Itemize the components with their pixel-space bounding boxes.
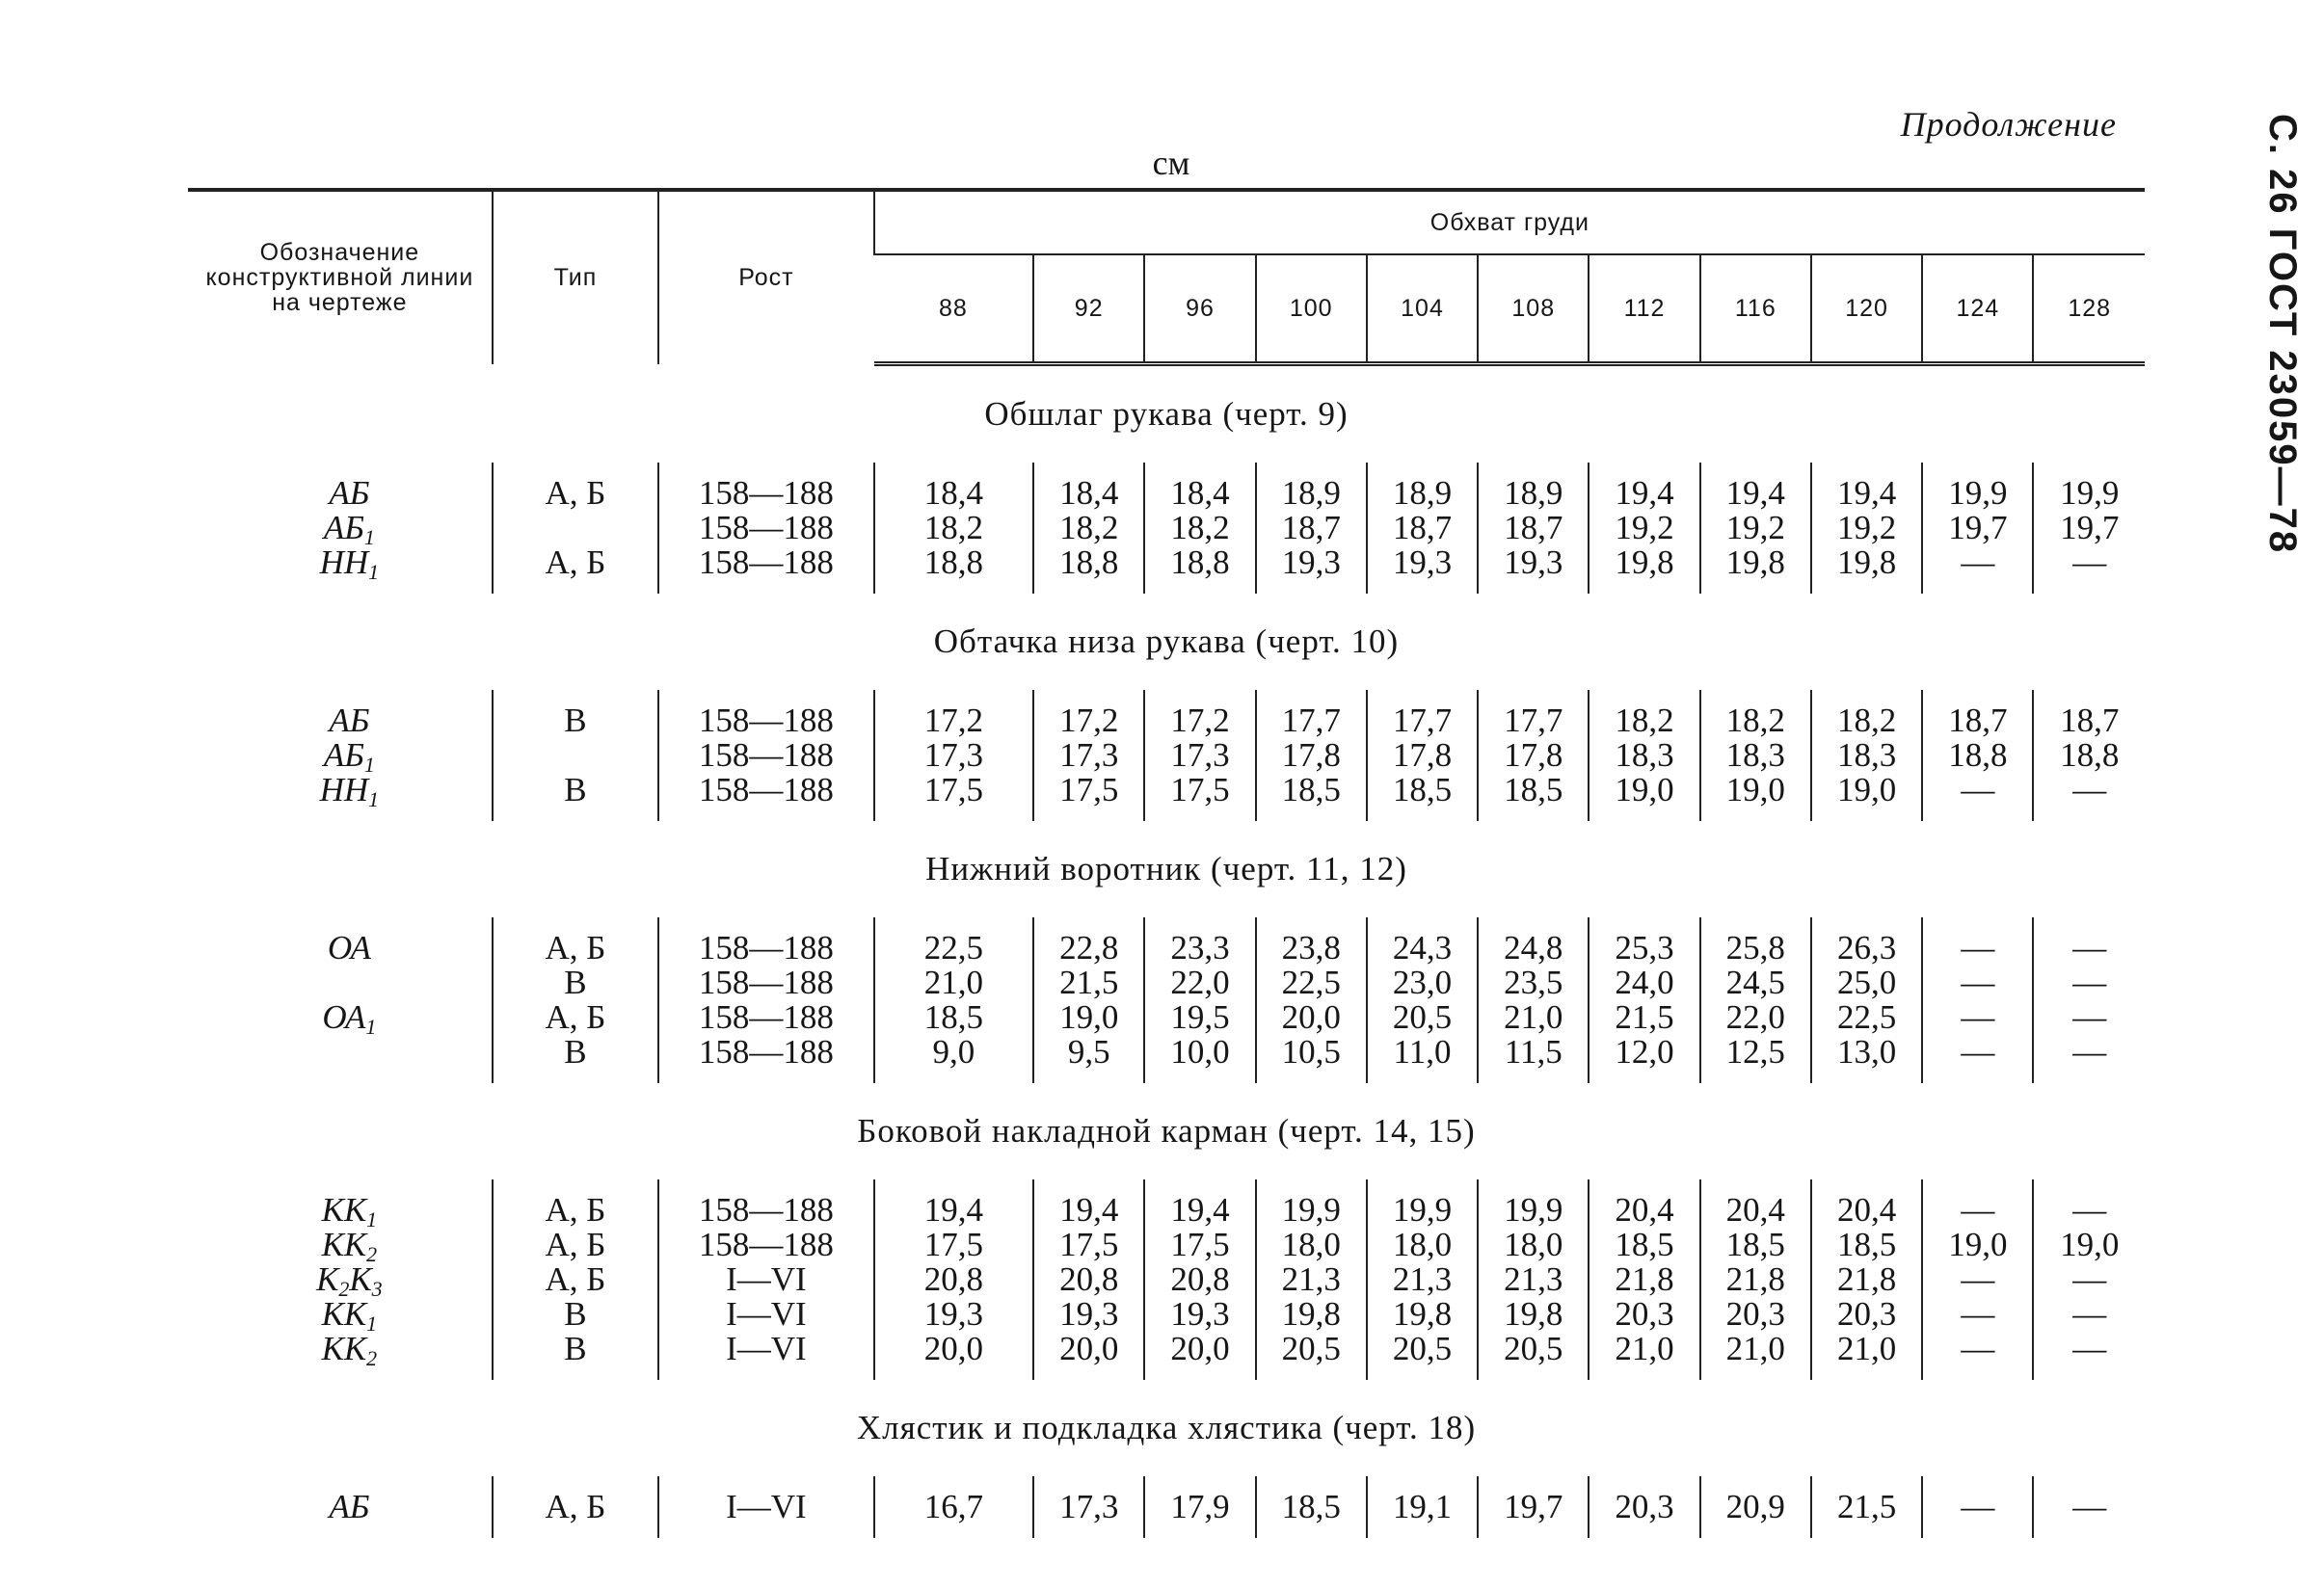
value-cell: 19,0 [1589,773,1699,821]
value-cell: 20,4 [1811,1179,1922,1228]
value-cell: 21,8 [1700,1262,1811,1297]
height-cell: 158—188 [658,1228,874,1262]
value-cell: — [1922,1262,2033,1297]
section-title: Обтачка низа рукава (черт. 10) [933,622,1400,660]
units-label: см [1152,144,1190,182]
height-cell: I—VI [658,1297,874,1332]
value-cell: 17,9 [1144,1476,1255,1538]
value-cell: 18,3 [1700,738,1811,773]
value-cell: 20,3 [1589,1476,1699,1538]
line-designation: АБ [329,1488,370,1525]
value-cell: 18,3 [1811,738,1922,773]
value-cell: 19,8 [1256,1297,1367,1332]
table-row [188,1476,2145,1538]
value-cell: 18,2 [1144,511,1255,545]
value-cell: 18,7 [1367,511,1478,545]
line-designation: $ОА_1$ [322,998,377,1039]
column-header-type: Тип [493,190,658,364]
line-designation: АБ [329,702,370,739]
type-cell: А, Б [493,545,658,594]
table-row [188,545,2145,594]
value-cell: 18,2 [1589,690,1699,738]
value-cell: 19,9 [1478,1179,1589,1228]
value-cell: 19,3 [1478,545,1589,594]
column-header-chest-size: 96 [1144,254,1255,364]
value-cell: 21,5 [1811,1476,1922,1538]
value-cell: 19,0 [1033,1000,1144,1035]
value-cell: 20,5 [1478,1332,1589,1380]
line-designation: $НН_1$ [319,543,380,584]
value-cell: 21,0 [1811,1332,1922,1380]
line-designation: $К_2К_3$ [316,1260,383,1301]
value-cell: 18,7 [1478,511,1589,545]
dimensions-table [188,188,2145,1538]
column-header-chest-size: 88 [874,254,1033,364]
value-cell: 20,8 [1144,1262,1255,1297]
value-cell: 18,0 [1367,1228,1478,1262]
value-cell: 18,9 [1256,463,1367,511]
height-cell: I—VI [658,1262,874,1297]
section-title-row [188,1083,2145,1179]
value-cell: 17,7 [1478,690,1589,738]
type-cell: А, Б [493,1179,658,1228]
line-designation: $АБ_1$ [323,509,375,549]
value-cell: 18,2 [1033,511,1144,545]
value-cell: 19,0 [1700,773,1811,821]
value-cell: 21,3 [1256,1262,1367,1297]
type-cell: А, Б [493,463,658,511]
value-cell: 22,0 [1144,966,1255,1000]
value-cell: 23,3 [1144,917,1255,966]
value-cell: 19,8 [1811,545,1922,594]
line-designation [188,966,493,1000]
value-cell: 18,2 [874,511,1033,545]
type-cell: В [493,1297,658,1332]
height-cell: 158—188 [658,511,874,545]
value-cell: — [2033,917,2145,966]
value-cell: 12,5 [1700,1035,1811,1083]
value-cell: 10,0 [1144,1035,1255,1083]
height-cell: 158—188 [658,545,874,594]
line-designation: ОА [327,929,371,967]
value-cell: 25,8 [1700,917,1811,966]
value-cell: 19,4 [1811,463,1922,511]
value-cell: 17,8 [1478,738,1589,773]
column-header-chest-size: 100 [1256,254,1367,364]
table-row [188,463,2145,511]
value-cell: 18,8 [1144,545,1255,594]
value-cell: 13,0 [1811,1035,1922,1083]
value-cell: 20,8 [1033,1262,1144,1297]
height-cell: 158—188 [658,1179,874,1228]
value-cell: 17,3 [874,738,1033,773]
value-cell: 19,2 [1811,511,1922,545]
value-cell: 22,8 [1033,917,1144,966]
value-cell: 19,0 [2033,1228,2145,1262]
value-cell: — [2033,966,2145,1000]
value-cell: 23,8 [1256,917,1367,966]
section-title-row [188,821,2145,917]
value-cell: 19,3 [1256,545,1367,594]
line-designation: $КК_1$ [321,1191,378,1231]
value-cell: 20,3 [1589,1297,1699,1332]
section-title: Хлястик и подкладка хлястика (черт. 18) [856,1409,1477,1446]
line-designation: $АБ_1$ [323,736,375,777]
value-cell: — [1922,1297,2033,1332]
value-cell: 20,0 [1144,1332,1255,1380]
value-cell: 17,8 [1367,738,1478,773]
value-cell: 18,9 [1478,463,1589,511]
value-cell: 17,3 [1033,738,1144,773]
value-cell: 22,0 [1700,1000,1811,1035]
value-cell: 18,5 [1478,773,1589,821]
value-cell: 19,3 [874,1297,1033,1332]
value-cell: 9,5 [1033,1035,1144,1083]
column-header-chest-size: 120 [1811,254,1922,364]
table-row [188,1035,2145,1083]
height-cell: 158—188 [658,690,874,738]
value-cell: 23,5 [1478,966,1589,1000]
column-header-chest-size: 128 [2033,254,2145,364]
column-header-designation: Обозначение конструктивной линии на чертеже [188,190,493,364]
value-cell: — [2033,1179,2145,1228]
value-cell: 20,4 [1700,1179,1811,1228]
value-cell: 19,7 [2033,511,2145,545]
value-cell: 18,5 [1256,773,1367,821]
column-header-chest-size: 92 [1033,254,1144,364]
value-cell: 20,5 [1367,1000,1478,1035]
value-cell: — [1922,1476,2033,1538]
value-cell: 17,2 [1033,690,1144,738]
value-cell: 19,4 [874,1179,1033,1228]
value-cell: 19,4 [1589,463,1699,511]
column-header-chest-size: 124 [1922,254,2033,364]
value-cell: 19,9 [1922,463,2033,511]
section-title-row [188,594,2145,690]
value-cell: 18,5 [874,1000,1033,1035]
table-row [188,1297,2145,1332]
type-cell: А, Б [493,917,658,966]
value-cell: 18,7 [1922,690,2033,738]
value-cell: 22,5 [1256,966,1367,1000]
value-cell: 19,9 [1256,1179,1367,1228]
value-cell: 20,8 [874,1262,1033,1297]
value-cell: 19,3 [1033,1297,1144,1332]
line-designation: $КК_2$ [321,1226,378,1266]
value-cell: 19,2 [1589,511,1699,545]
value-cell: 19,1 [1367,1476,1478,1538]
value-cell: 10,5 [1256,1035,1367,1083]
value-cell: 17,5 [874,1228,1033,1262]
table-row [188,966,2145,1000]
value-cell: 18,9 [1367,463,1478,511]
line-designation [188,1035,493,1083]
value-cell: — [1922,1332,2033,1380]
value-cell: 21,0 [1700,1332,1811,1380]
value-cell: 11,5 [1478,1035,1589,1083]
column-header-chest-group: Обхват груди [874,190,2145,254]
value-cell: 20,3 [1700,1297,1811,1332]
type-cell: А, Б [493,1000,658,1035]
value-cell: 21,0 [1478,1000,1589,1035]
table-row [188,917,2145,966]
section-title: Обшлаг рукава (черт. 9) [984,395,1349,433]
value-cell: 18,0 [1478,1228,1589,1262]
value-cell: 17,5 [1144,1228,1255,1262]
value-cell: 19,8 [1589,545,1699,594]
value-cell: 18,5 [1811,1228,1922,1262]
value-cell: 26,3 [1811,917,1922,966]
value-cell: 19,4 [1033,1179,1144,1228]
height-cell: 158—188 [658,966,874,1000]
value-cell: 21,5 [1589,1000,1699,1035]
table-row [188,511,2145,545]
value-cell: 19,4 [1700,463,1811,511]
type-cell: А, Б [493,1228,658,1262]
value-cell: 18,8 [1922,738,2033,773]
value-cell: 19,0 [1811,773,1922,821]
value-cell: — [2033,1297,2145,1332]
table-row [188,1262,2145,1297]
value-cell: 17,8 [1256,738,1367,773]
type-cell: А, Б [493,1262,658,1297]
value-cell: 18,5 [1367,773,1478,821]
value-cell: 17,7 [1367,690,1478,738]
table-row [188,690,2145,738]
value-cell: 20,4 [1589,1179,1699,1228]
value-cell: 19,5 [1144,1000,1255,1035]
continuation-label: Продолжение [1900,105,2117,144]
value-cell: — [2033,1476,2145,1538]
column-header-chest-size: 112 [1589,254,1699,364]
value-cell: — [2033,1000,2145,1035]
value-cell: 18,4 [1033,463,1144,511]
value-cell: 17,5 [1033,1228,1144,1262]
type-cell: В [493,966,658,1000]
column-header-chest-size: 104 [1367,254,1478,364]
value-cell: — [1922,773,2033,821]
value-cell: 19,0 [1922,1228,2033,1262]
height-cell: 158—188 [658,1000,874,1035]
value-cell: 18,5 [1700,1228,1811,1262]
table-row [188,1179,2145,1228]
value-cell: 11,0 [1367,1035,1478,1083]
type-cell: В [493,773,658,821]
value-cell: 22,5 [874,917,1033,966]
value-cell: 17,5 [1033,773,1144,821]
value-cell: 24,8 [1478,917,1589,966]
height-cell: 158—188 [658,463,874,511]
value-cell: 18,4 [1144,463,1255,511]
section-title-row [188,1380,2145,1476]
height-cell: 158—188 [658,738,874,773]
section-title: Нижний воротник (черт. 11, 12) [925,850,1407,887]
type-cell: А, Б [493,1476,658,1538]
value-cell: — [2033,1035,2145,1083]
value-cell: 18,5 [1256,1476,1367,1538]
value-cell: 17,3 [1144,738,1255,773]
value-cell: 21,3 [1478,1262,1589,1297]
value-cell: 18,7 [1256,511,1367,545]
value-cell: 19,8 [1700,545,1811,594]
value-cell: — [1922,1035,2033,1083]
value-cell: 19,2 [1700,511,1811,545]
value-cell: — [1922,917,2033,966]
value-cell: 9,0 [874,1035,1033,1083]
value-cell: 20,9 [1700,1476,1811,1538]
value-cell: 18,7 [2033,690,2145,738]
value-cell: 12,0 [1589,1035,1699,1083]
table-header [188,190,2145,364]
table-row [188,773,2145,821]
value-cell: — [2033,545,2145,594]
value-cell: 18,0 [1256,1228,1367,1262]
table-body [188,364,2145,1539]
line-designation: АБ [329,474,370,512]
line-designation: $КК_1$ [321,1295,378,1336]
value-cell: 21,3 [1367,1262,1478,1297]
value-cell: — [1922,545,2033,594]
value-cell: 19,8 [1367,1297,1478,1332]
value-cell: 19,7 [1478,1476,1589,1538]
value-cell: 20,5 [1256,1332,1367,1380]
section-title: Боковой накладной карман (черт. 14, 15) [857,1112,1476,1150]
value-cell: 16,7 [874,1476,1033,1538]
line-designation: $НН_1$ [319,771,380,811]
value-cell: 25,0 [1811,966,1922,1000]
value-cell: 18,8 [874,545,1033,594]
table-row [188,1000,2145,1035]
value-cell: 17,3 [1033,1476,1144,1538]
value-cell: 18,8 [1033,545,1144,594]
value-cell: 18,4 [874,463,1033,511]
type-cell: В [493,690,658,738]
value-cell: 20,3 [1811,1297,1922,1332]
value-cell: 20,0 [1033,1332,1144,1380]
value-cell: 19,8 [1478,1297,1589,1332]
line-designation: $КК_2$ [321,1330,378,1370]
height-cell: 158—188 [658,917,874,966]
value-cell: 24,0 [1589,966,1699,1000]
value-cell: 21,0 [1589,1332,1699,1380]
table-row [188,738,2145,773]
value-cell: 19,9 [2033,463,2145,511]
value-cell: 17,7 [1256,690,1367,738]
value-cell: — [2033,773,2145,821]
value-cell: 20,0 [874,1332,1033,1380]
height-cell: 158—188 [658,773,874,821]
column-header-chest-size: 116 [1700,254,1811,364]
column-header-height: Рост [658,190,874,364]
value-cell: 19,7 [1922,511,2033,545]
value-cell: — [2033,1332,2145,1380]
value-cell: 25,3 [1589,917,1699,966]
value-cell: 24,3 [1367,917,1478,966]
value-cell: 19,9 [1367,1179,1478,1228]
value-cell: 20,0 [1256,1000,1367,1035]
height-cell: I—VI [658,1476,874,1538]
value-cell: 17,2 [1144,690,1255,738]
type-cell [493,738,658,773]
value-cell: 18,5 [1589,1228,1699,1262]
value-cell: 20,5 [1367,1332,1478,1380]
value-cell: 21,0 [874,966,1033,1000]
table-row [188,1332,2145,1380]
value-cell: 23,0 [1367,966,1478,1000]
value-cell: 18,3 [1589,738,1699,773]
value-cell: 18,2 [1700,690,1811,738]
standard-page-header: С. 26 ГОСТ 23059—78 [2261,114,2304,555]
value-cell: 24,5 [1700,966,1811,1000]
value-cell: — [1922,966,2033,1000]
section-title-row [188,364,2145,463]
column-header-chest-size: 108 [1478,254,1589,364]
value-cell: 17,2 [874,690,1033,738]
value-cell: 21,8 [1589,1262,1699,1297]
height-cell: 158—188 [658,1035,874,1083]
value-cell: 19,3 [1144,1297,1255,1332]
value-cell: 22,5 [1811,1000,1922,1035]
value-cell: 21,5 [1033,966,1144,1000]
type-cell [493,511,658,545]
value-cell: 17,5 [874,773,1033,821]
value-cell: 18,8 [2033,738,2145,773]
value-cell: — [1922,1179,2033,1228]
value-cell: — [1922,1000,2033,1035]
value-cell: 19,4 [1144,1179,1255,1228]
value-cell: 18,2 [1811,690,1922,738]
table-row [188,1228,2145,1262]
value-cell: — [2033,1262,2145,1297]
value-cell: 21,8 [1811,1262,1922,1297]
type-cell: В [493,1035,658,1083]
value-cell: 17,5 [1144,773,1255,821]
height-cell: I—VI [658,1332,874,1380]
type-cell: В [493,1332,658,1380]
value-cell: 19,3 [1367,545,1478,594]
